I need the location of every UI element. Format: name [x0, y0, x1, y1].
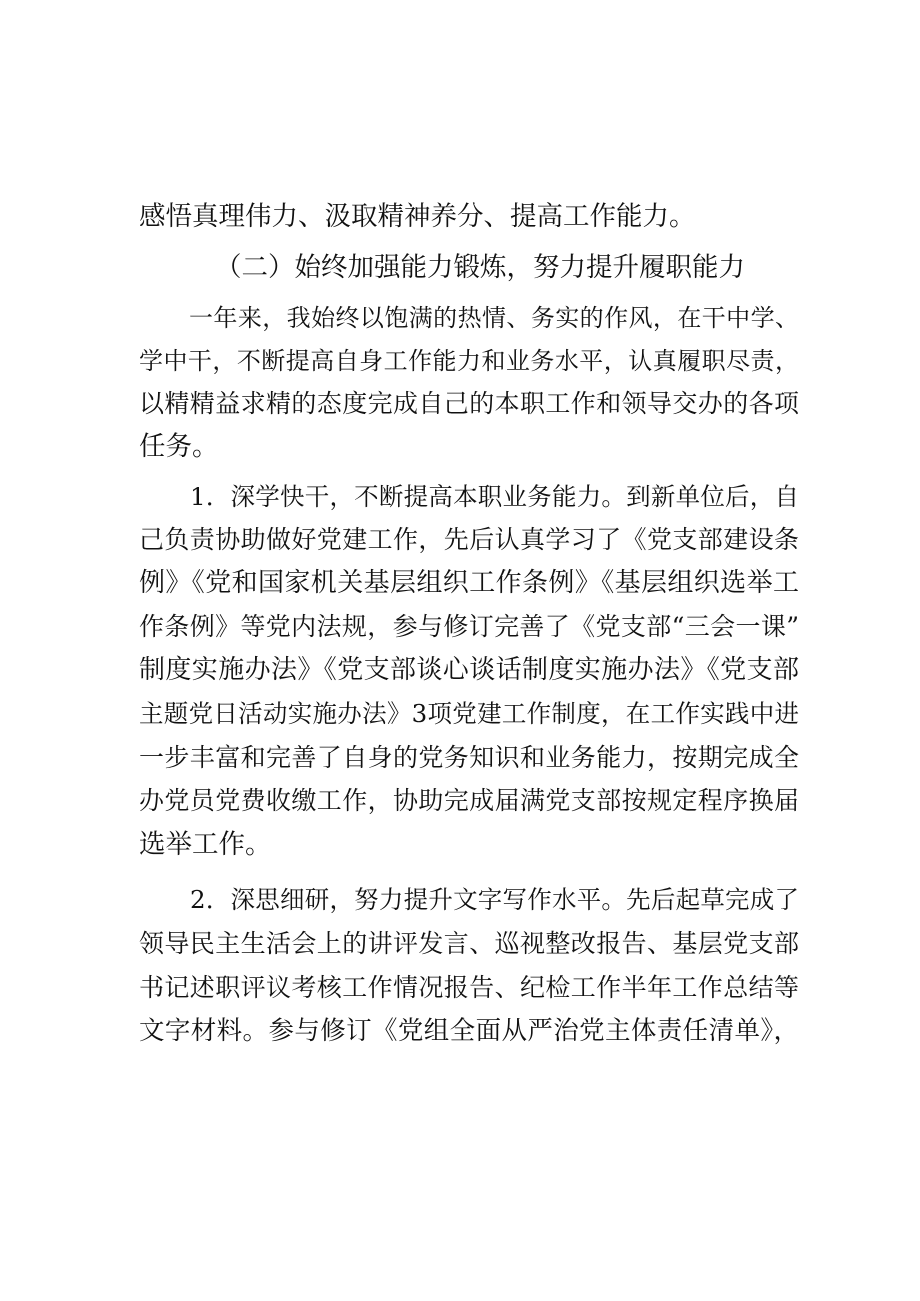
paragraph-line: 感悟真理伟力、汲取精神养分、提高工作能力。 [139, 201, 696, 232]
paragraph-line: 文字材料。参与修订《党组全面从严治党主体责任清单》， [139, 1016, 799, 1046]
paragraph-line: 主题党日活动实施办法》3项党建工作制度，在工作实践中进 [139, 699, 799, 728]
paragraph-line: 办党员党费收缴工作，协助完成届满党支部按规定程序换届 [139, 786, 799, 815]
section-heading: （二）始终加强能力锻炼，努力提升履职能力 [215, 252, 745, 283]
list-item-heading: 2．深思细研，努力提升文字写作水平。先后起草完成了 [190, 885, 799, 914]
paragraph-line: 学中干，不断提高自身工作能力和业务水平，认真履职尽责， [139, 347, 799, 375]
paragraph-line: 选举工作。 [139, 829, 272, 860]
paragraph-line: 例》《党和国家机关基层组织工作条例》《基层组织选举工 [139, 568, 799, 598]
paragraph-line: 制度实施办法》《党支部谈心谈话制度实施办法》《党支部 [139, 655, 799, 685]
paragraph-line: 以精精益求精的态度完成自己的本职工作和领导交办的各项 [139, 389, 799, 418]
paragraph-line: 任务。 [139, 431, 219, 462]
paragraph-line: 一年来，我始终以饱满的热情、务实的作风，在干中学、 [189, 304, 799, 332]
list-item-heading: 1．深学快干，不断提高本职业务能力。到新单位后，自 [190, 482, 799, 511]
paragraph-line: 书记述职评议考核工作情况报告、纪检工作半年工作总结等 [139, 973, 799, 1002]
paragraph-line: 领导民主生活会上的讲评发言、巡视整改报告、基层党支部 [139, 929, 799, 958]
paragraph-line: 一步丰富和完善了自身的党务知识和业务能力，按期完成全 [139, 743, 799, 772]
paragraph-line: 己负责协助做好党建工作，先后认真学习了《党支部建设条 [139, 525, 799, 554]
paragraph-line: 作条例》等党内法规，参与修订完善了《党支部“三会一课” [139, 612, 799, 641]
